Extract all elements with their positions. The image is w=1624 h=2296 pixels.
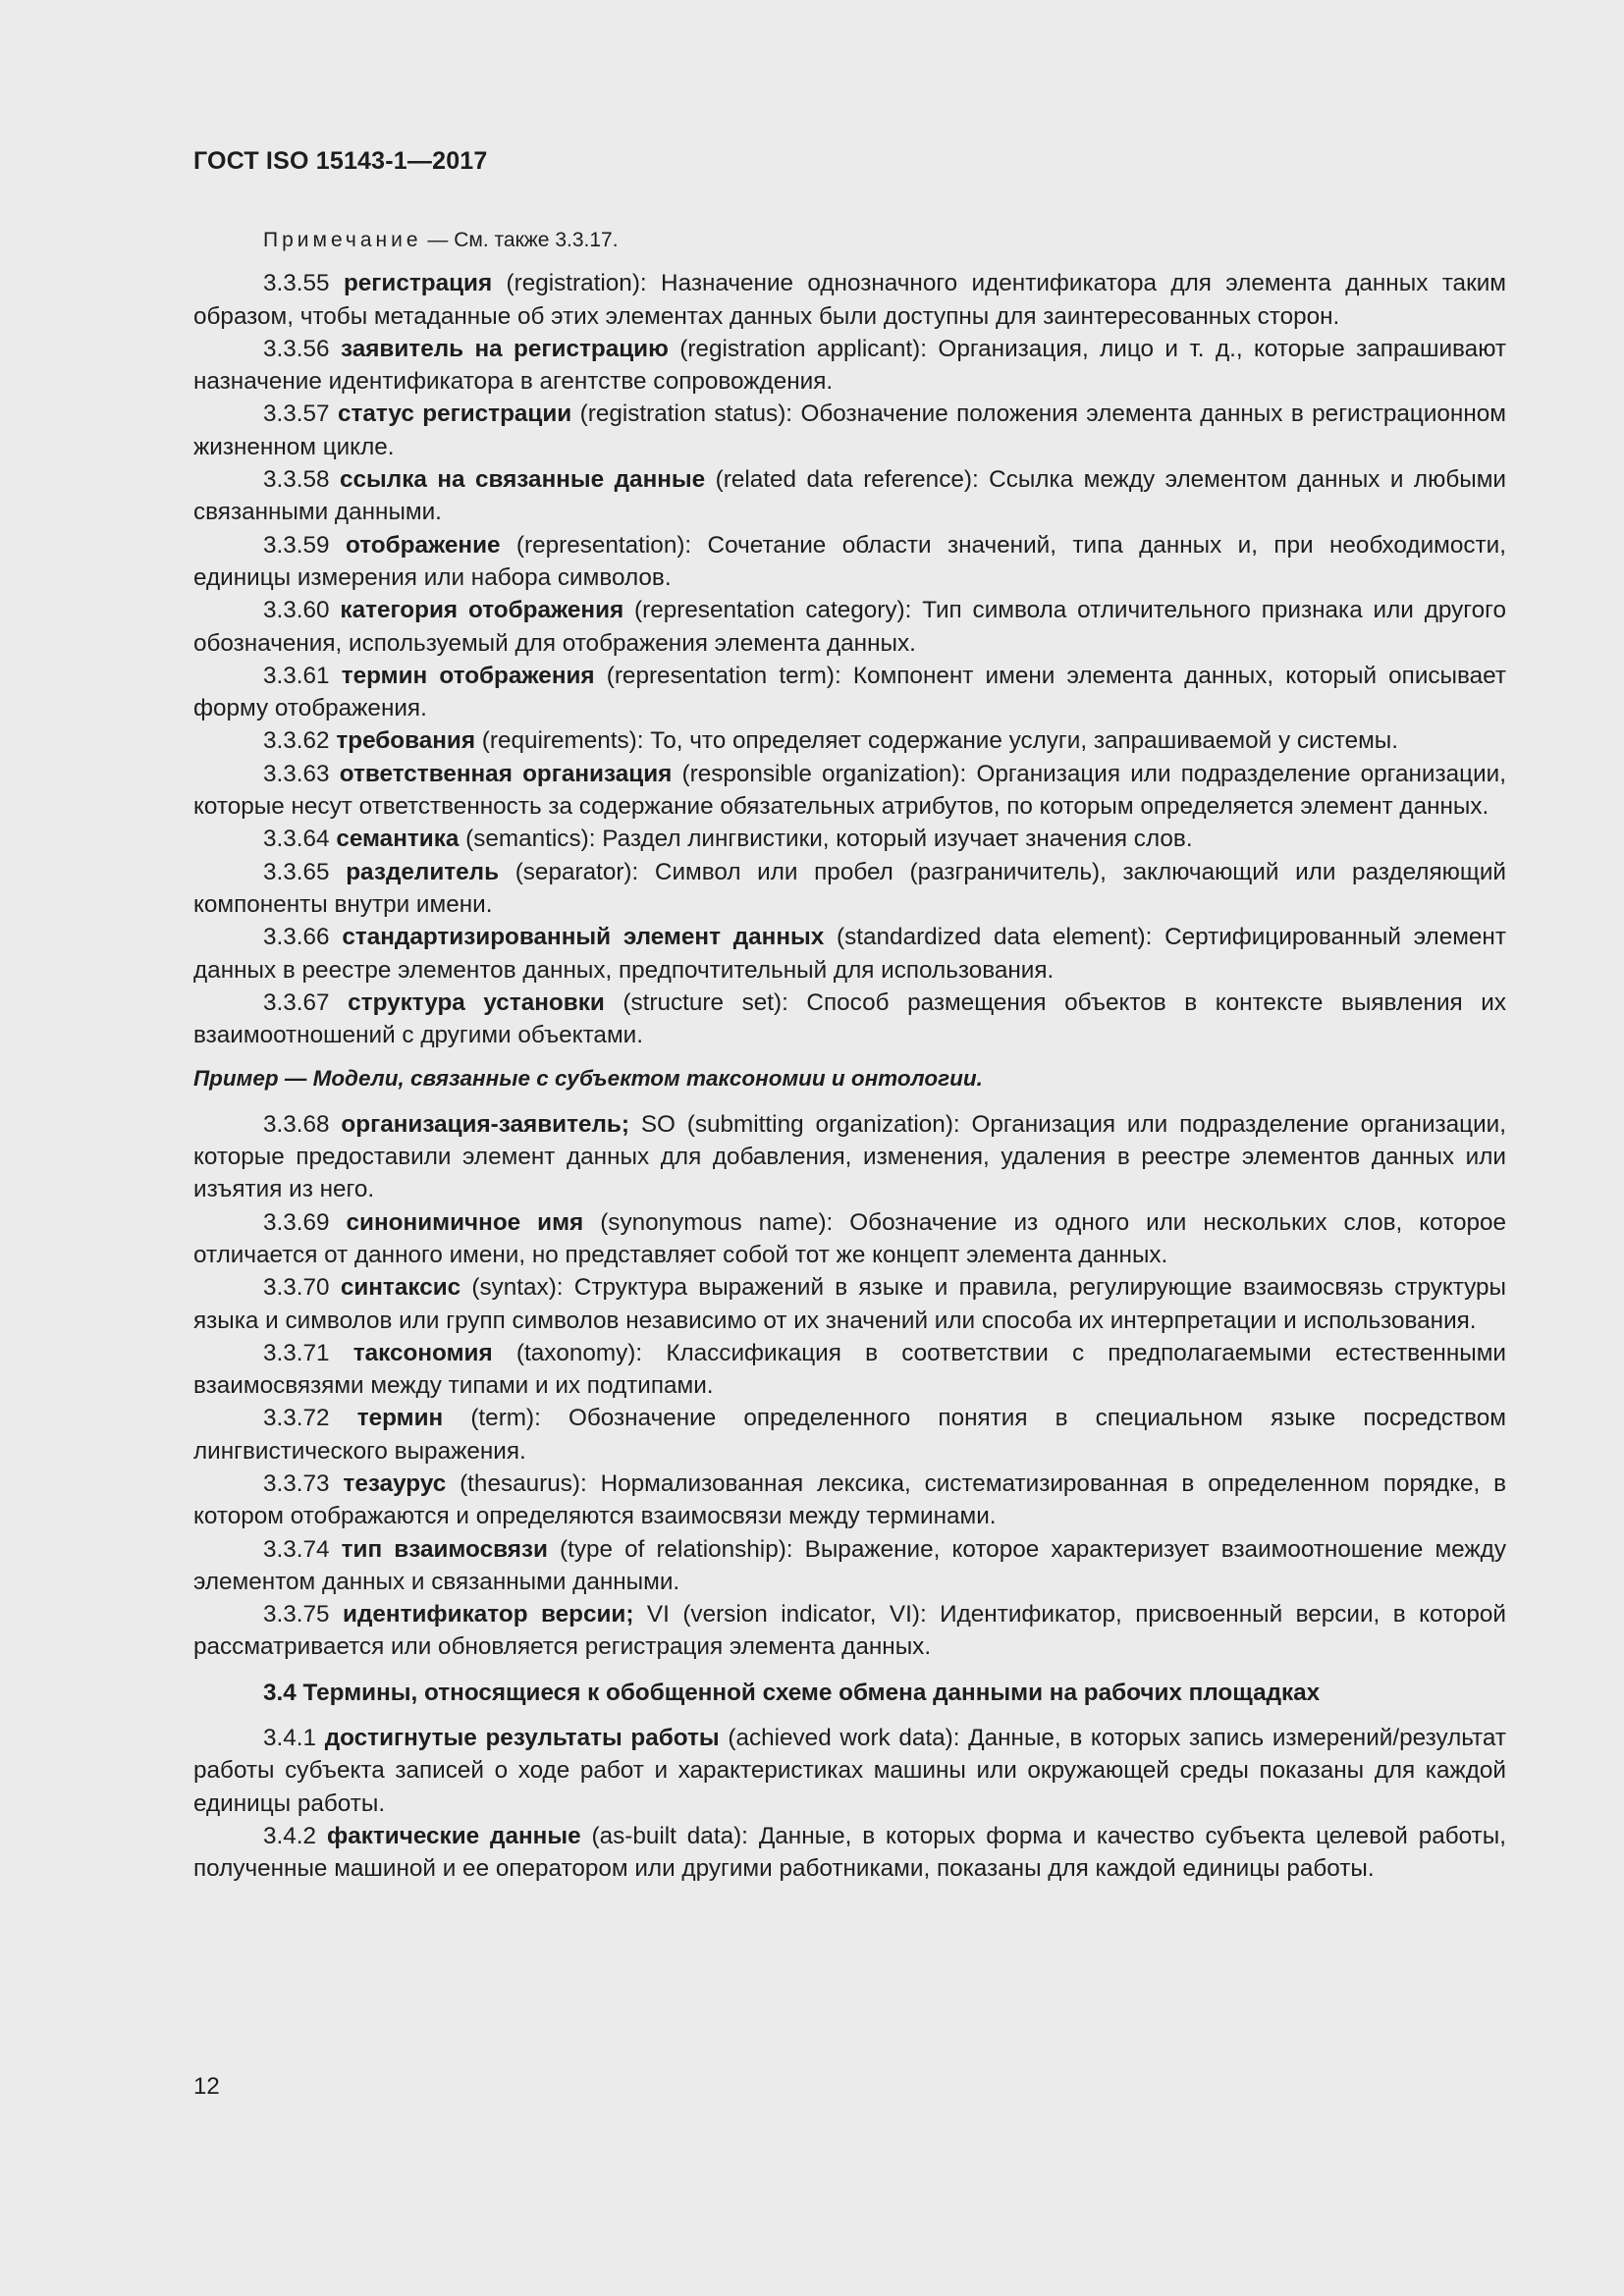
term-entry [193,594,1506,660]
term-number: 3.3.66 [263,924,330,951]
term-definition: (representation term): Компонент имени элемента данных, который описывает форму отображения. [193,662,1506,722]
note [193,224,1506,256]
term-entry [193,267,1506,333]
term-definition: (responsible organization): Организация или подразделение организации, которые несут ответственность за содержание обязательных атрибутов, по которым определяется элемент данных. [193,760,1506,821]
term-definition: SO (submitting organization): Организация или подразделение организации, которые предоставили элемент данных для добавления, изменения, удаления в реестре элементов данных или изъятия из него. [193,1110,1506,1203]
term-name: фактические данные [326,1822,581,1849]
term-definition: (related data reference): Ссылка между элементом данных и любыми связанными данными. [193,466,1506,526]
term-name: тип взаимосвязи [341,1535,548,1563]
term-number: 3.4.2 [263,1822,317,1849]
term-name: организация-заявитель; [341,1110,629,1138]
term-entry [193,823,1506,855]
term-entry [193,1468,1506,1533]
term-number: 3.3.70 [263,1274,330,1302]
term-number: 3.3.57 [263,400,330,428]
term-definition: (structure set): Способ размещения объектов в контексте выявления их взаимоотношений с другими объектами. [193,988,1506,1049]
term-number: 3.3.64 [263,826,330,853]
term-entry [193,758,1506,824]
term-definition: (achieved work data): Данные, в которых запись измерений/результат работы субъекта записей о ходе работ и характеристиках машины или окружающей среды показаны для каждой единицы работы. [193,1725,1506,1817]
term-name: тезаурус [343,1469,447,1497]
term-number: 3.3.61 [263,662,330,689]
term-entry [193,1337,1506,1403]
term-entry [193,660,1506,725]
note-text: — См. также 3.3.17. [421,229,619,251]
term-definition: (thesaurus): Нормализованная лексика, систематизированная в определенном порядке, в котором отображаются и определяются взаимосвязи между терминами. [193,1469,1506,1530]
term-name: статус регистрации [337,400,572,428]
term-number: 3.3.62 [263,727,330,755]
term-name: термин [356,1405,444,1432]
term-definition: (semantics): Раздел лингвистики, который изучает значения слов. [459,826,1193,853]
term-name: отображение [345,531,501,559]
term-definition: VI (version indicator, VI): Идентификатор, присвоенный версии, в которой рассматривается или обновляется регистрация элемента данных. [193,1601,1506,1661]
term-definition: (taxonomy): Классификация в соответствии с предполагаемыми естественными взаимосвязями между типами и их подтипами. [193,1339,1506,1400]
term-name: регистрация [343,270,493,297]
term-definition: (representation category): Тип символа отличительного признака или другого обозначения, используемый для отображения элемента данных. [193,597,1506,657]
term-list-a [193,267,1506,1051]
term-name: ссылка на связанные данные [340,466,706,494]
term-number: 3.3.71 [263,1339,330,1366]
term-number: 3.3.56 [263,335,330,362]
term-entry [193,724,1506,757]
term-definition: (separator): Символ или пробел (разграничитель), заключающий или разделяющий компоненты внутри имени. [193,858,1506,918]
term-entry [193,398,1506,463]
term-number: 3.3.74 [263,1535,330,1563]
note-label: Примечание [263,229,422,251]
section-heading: 3.4 Термины, относящиеся к обобщенной схеме обмена данными на рабочих площадках [263,1679,1321,1706]
term-definition: (term): Обозначение определенного понятия в специальном языке посредством лингвистического выражения. [193,1405,1506,1465]
term-number: 3.3.75 [263,1601,330,1629]
term-name: структура установки [348,988,605,1016]
term-entry [193,1820,1506,1886]
term-definition: (registration status): Обозначение положения элемента данных в регистрационном жизненном цикле. [193,400,1506,460]
term-name: семантика [336,826,460,853]
term-number: 3.3.59 [263,531,330,559]
term-entry [193,1533,1506,1599]
term-definition: (requirements): То, что определяет содержание услуги, запрашиваемой у системы. [475,727,1399,755]
term-definition: (as-built data): Данные, в которых форма и качество субъекта целевой работы, полученные машиной и ее оператором или другими работниками, показаны для каждой единицы работы. [193,1822,1506,1883]
term-number: 3.3.69 [263,1208,330,1236]
term-definition: (representation): Сочетание области значений, типа данных и, при необходимости, единицы измерения или набора символов. [193,531,1506,591]
term-number: 3.3.67 [263,988,330,1016]
term-name: идентификатор версии; [343,1601,634,1629]
term-entry [193,1271,1506,1337]
term-name: ответственная организация [339,760,673,787]
term-name: термин отображения [341,662,595,689]
term-name: синтаксис [340,1274,461,1302]
term-number: 3.4.1 [263,1725,317,1752]
document-header: ГОСТ ISO 15143-1—2017 [193,147,488,175]
term-entry [193,1108,1506,1206]
term-number: 3.3.72 [263,1405,330,1432]
term-number: 3.3.55 [263,270,330,297]
term-number: 3.3.63 [263,760,330,787]
term-name: достигнутые результаты работы [324,1725,720,1752]
term-entry [193,1402,1506,1468]
term-definition: (registration applicant): Организация, лицо и т. д., которые запрашивают назначение идентификатора в агентстве сопровождения. [193,335,1507,396]
term-entry [193,1722,1506,1820]
term-number: 3.3.60 [263,597,330,624]
term-definition: (syntax): Структура выражений в языке и правила, регулирующие взаимосвязь структуры языка и символов или групп символов независимо от их значений или способа их интерпретации и использования. [193,1274,1506,1334]
term-list-c [193,1722,1506,1885]
term-number: 3.3.68 [263,1110,330,1138]
term-definition: (standardized data element): Сертифицированный элемент данных в реестре элементов данных, предпочтительный для использования. [193,924,1506,984]
example-note: Пример — Модели, связанные с субъектом таксономии и онтологии. [193,1066,983,1092]
term-entry [193,987,1506,1052]
term-entry [193,921,1506,987]
term-entry [193,463,1506,529]
term-number: 3.3.65 [263,858,330,885]
term-definition: (type of relationship): Выражение, которое характеризует взаимоотношение между элементом данных и связанными данными. [193,1535,1506,1595]
term-number: 3.3.58 [263,466,330,494]
term-name: категория отображения [340,597,624,624]
term-name: синонимичное имя [346,1208,584,1236]
term-entry [193,1206,1506,1272]
term-list-b [193,1108,1506,1664]
term-entry [193,529,1506,595]
term-name: таксономия [352,1339,493,1366]
term-name: требования [336,727,476,755]
term-name: заявитель на регистрацию [340,335,669,362]
term-name: стандартизированный элемент данных [342,924,825,951]
term-number: 3.3.73 [263,1469,330,1497]
term-name: разделитель [346,858,500,885]
term-entry [193,1598,1506,1664]
term-definition: (registration): Назначение однозначного идентификатора для элемента данных таким образом, чтобы метаданные об этих элементах данных были доступны для заинтересованных сторон. [193,270,1506,330]
term-entry [193,856,1506,922]
term-definition: (synonymous name): Обозначение из одного или нескольких слов, которое отличается от данного имени, но представляет собой тот же концепт элемента данных. [193,1208,1506,1268]
term-entry [193,333,1506,399]
page-number: 12 [193,2073,220,2100]
document-body [193,224,1506,1886]
